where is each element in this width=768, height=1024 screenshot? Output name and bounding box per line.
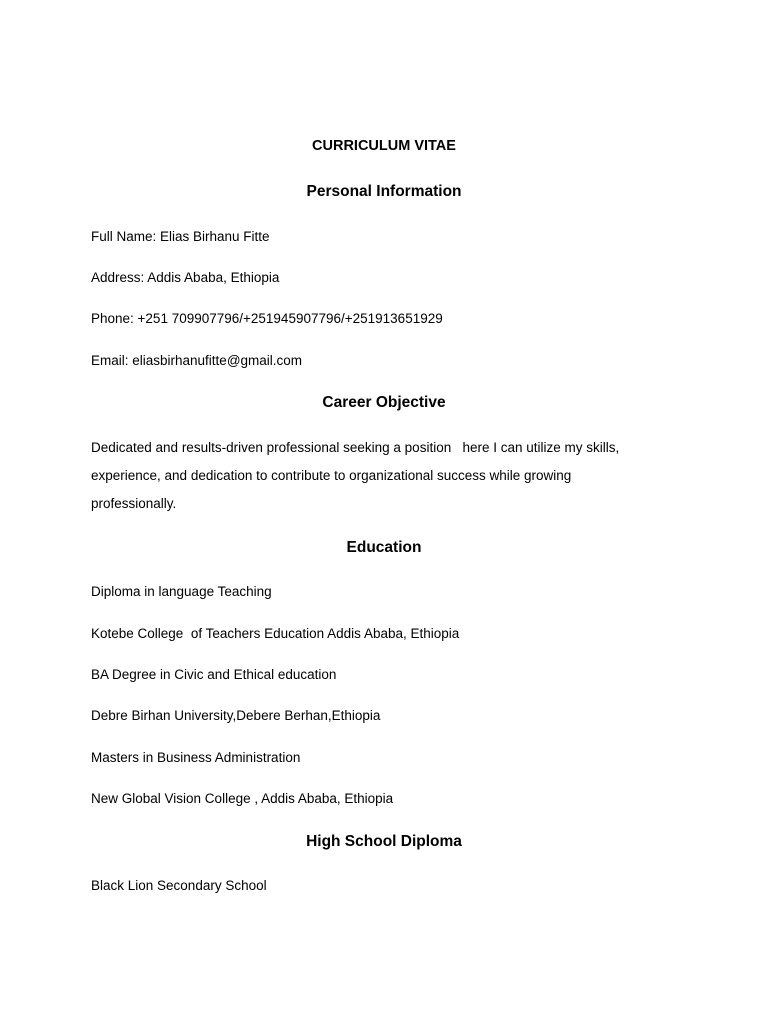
education-item: Debre Birhan University,Debere Berhan,Ethiopia — [91, 708, 381, 723]
personal-information-heading: Personal Information — [306, 183, 462, 200]
career-objective-heading: Career Objective — [322, 394, 446, 411]
phone-line: Phone: +251 709907796/+251945907796/+251913651929 — [91, 311, 443, 326]
education-item: Masters in Business Administration — [91, 750, 301, 765]
high-school-heading: High School Diploma — [306, 833, 462, 850]
career-objective-line: Dedicated and results-driven professional seeking a position here I can utilize my skills, — [91, 440, 620, 455]
education-heading: Education — [346, 539, 422, 556]
email-line: Email: eliasbirhanufitte@gmail.com — [91, 353, 303, 368]
document-title: CURRICULUM VITAE — [312, 138, 456, 154]
career-objective-line: professionally. — [91, 496, 177, 511]
high-school-name: Black Lion Secondary School — [91, 878, 267, 893]
education-item: Diploma in language Teaching — [91, 584, 272, 599]
education-item: New Global Vision College , Addis Ababa, Ethiopia — [91, 791, 394, 806]
address-line: Address: Addis Ababa, Ethiopia — [91, 270, 280, 285]
full-name-line: Full Name: Elias Birhanu Fitte — [91, 229, 270, 244]
education-item: Kotebe College of Teachers Education Addis Ababa, Ethiopia — [91, 626, 460, 641]
career-objective-line: experience, and dedication to contribute to organizational success while growing — [91, 468, 572, 483]
education-item: BA Degree in Civic and Ethical education — [91, 667, 337, 682]
